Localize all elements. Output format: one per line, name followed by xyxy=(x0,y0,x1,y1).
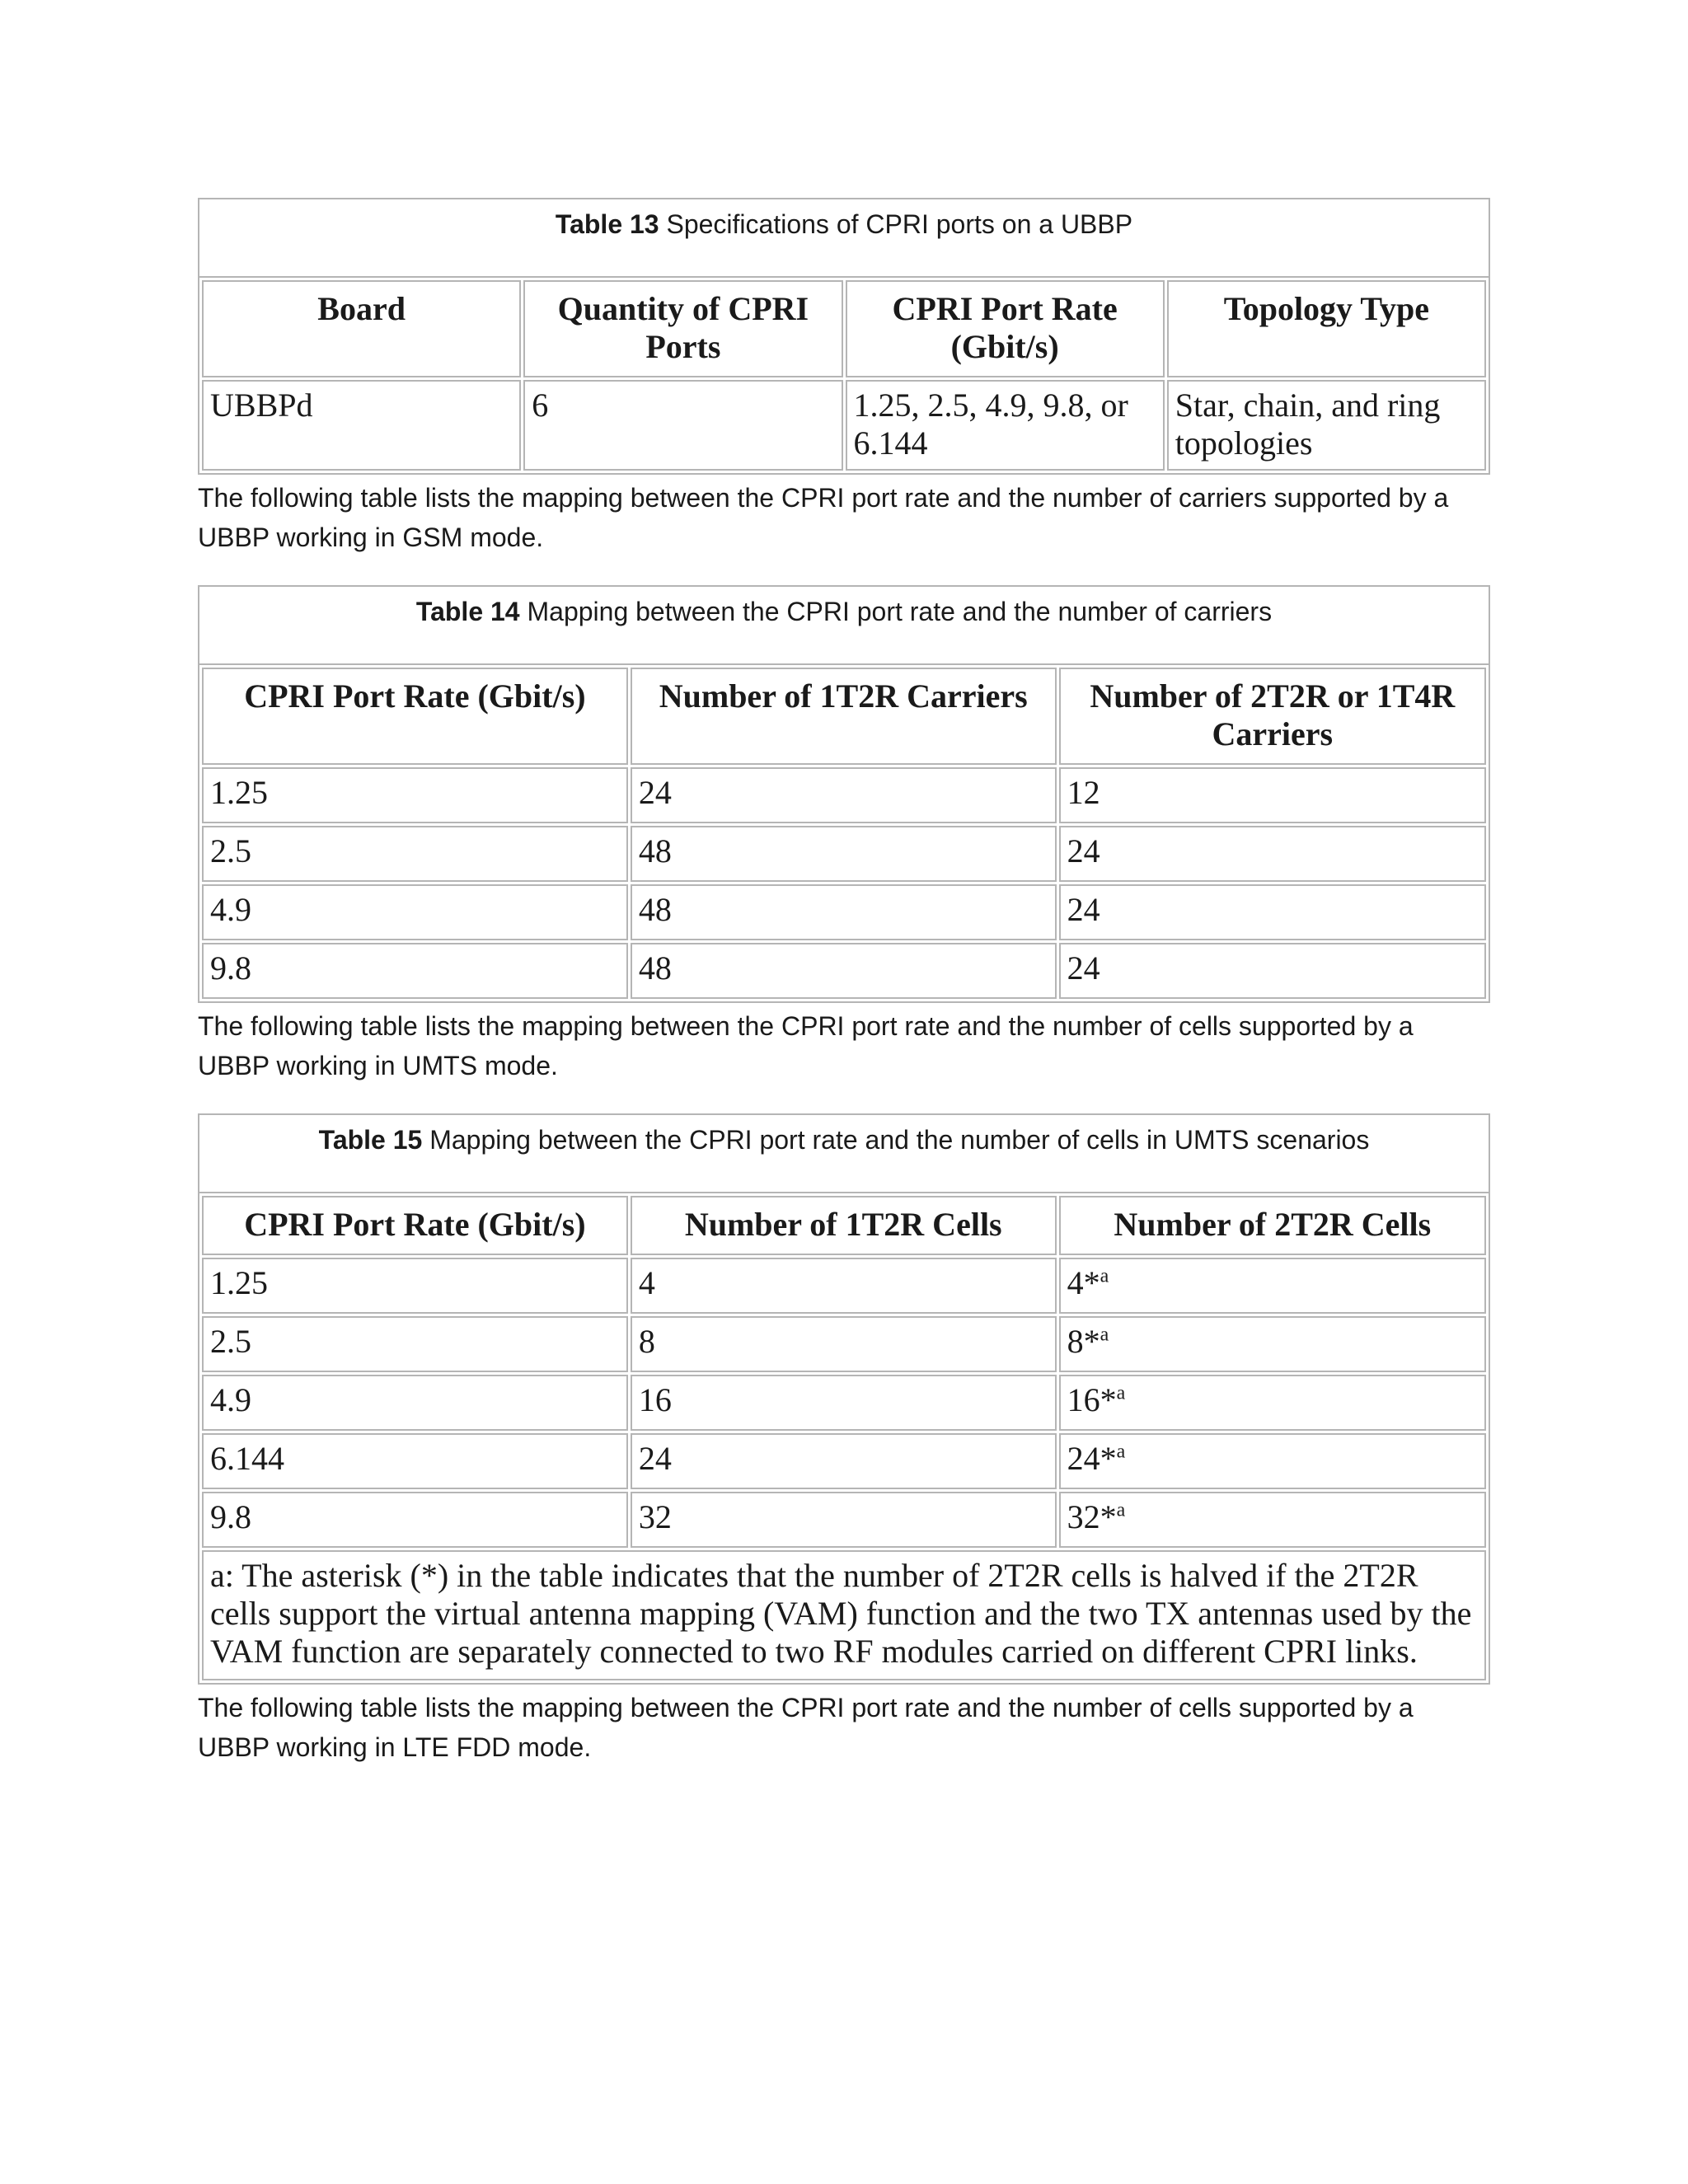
table-cell: 4.9 xyxy=(202,1375,628,1431)
footnote-marker: a xyxy=(1100,1265,1109,1287)
table-cell: 32 xyxy=(631,1492,1057,1548)
table-cell: 1.25, 2.5, 4.9, 9.8, or 6.144 xyxy=(846,380,1165,471)
header-1t2r-carriers: Number of 1T2R Carriers xyxy=(631,668,1057,765)
caption-label: Table 14 xyxy=(415,597,520,626)
table-cell: 12 xyxy=(1059,767,1486,823)
table-cell: Star, chain, and ring topologies xyxy=(1167,380,1486,471)
table-15 xyxy=(198,1113,1490,1685)
cell-value: 4* xyxy=(1067,1264,1100,1301)
table-row xyxy=(202,380,1486,471)
table-cell: 24 xyxy=(631,1433,1057,1489)
table-cell: 6.144 xyxy=(202,1433,628,1489)
table-row xyxy=(202,1258,1486,1314)
footnote-marker: a xyxy=(1116,1441,1126,1463)
table-14-caption xyxy=(198,585,1490,663)
table-cell: 24 xyxy=(1059,943,1486,999)
table-row xyxy=(202,1316,1486,1372)
header-cpri-quantity: Quantity of CPRI Ports xyxy=(523,280,842,377)
cell-value: 16* xyxy=(1067,1381,1117,1418)
table-row xyxy=(202,1375,1486,1431)
caption-label: Table 15 xyxy=(318,1125,423,1155)
header-board: Board xyxy=(202,280,521,377)
table-cell: 9.8 xyxy=(202,1492,628,1548)
table-row xyxy=(202,943,1486,999)
header-row xyxy=(202,280,1486,377)
table-cell xyxy=(1059,1433,1486,1489)
header-row xyxy=(202,1196,1486,1255)
header-1t2r-cells: Number of 1T2R Cells xyxy=(631,1196,1057,1255)
header-2t2r-cells: Number of 2T2R Cells xyxy=(1059,1196,1486,1255)
table-13 xyxy=(198,198,1490,475)
table-cell xyxy=(1059,1492,1486,1548)
table-cell: 48 xyxy=(631,943,1057,999)
table-cell: 1.25 xyxy=(202,1258,628,1314)
table-cell: 24 xyxy=(631,767,1057,823)
header-row xyxy=(202,668,1486,765)
table-note-row xyxy=(202,1550,1486,1680)
table-cell: 48 xyxy=(631,826,1057,882)
table-row xyxy=(202,767,1486,823)
table-cell xyxy=(1059,1375,1486,1431)
footnote-marker: a xyxy=(1116,1382,1126,1404)
header-2t2r-carriers: Number of 2T2R or 1T4R Carriers xyxy=(1059,668,1486,765)
table-footnote: a: The asterisk (*) in the table indicates that the number of 2T2R cells is halved if the 2T2R cells support the virtual antenna mapping (VAM) function and the two TX antennas used by the VAM function are separately connected to two RF modules carried on different CPRI links. xyxy=(202,1550,1486,1680)
table-cell: 48 xyxy=(631,884,1057,940)
gsm-intro-paragraph: The following table lists the mapping between the CPRI port rate and the number of carriers supported by a UBBP working in GSM mode. xyxy=(198,483,1449,552)
table-14 xyxy=(198,585,1490,1003)
table-cell xyxy=(1059,1316,1486,1372)
table-cell: 1.25 xyxy=(202,767,628,823)
table-cell: 2.5 xyxy=(202,826,628,882)
footnote-marker: a xyxy=(1116,1499,1126,1521)
header-cpri-rate: CPRI Port Rate (Gbit/s) xyxy=(846,280,1165,377)
caption-text: Mapping between the CPRI port rate and the number of cells in UMTS scenarios xyxy=(422,1125,1370,1155)
table-cell: 24 xyxy=(1059,826,1486,882)
table-cell: 24 xyxy=(1059,884,1486,940)
table-row xyxy=(202,826,1486,882)
table-15-caption xyxy=(198,1113,1490,1192)
table-cell: 6 xyxy=(523,380,842,471)
table-cell: 8 xyxy=(631,1316,1057,1372)
header-topology: Topology Type xyxy=(1167,280,1486,377)
table-cell: 4 xyxy=(631,1258,1057,1314)
table-row xyxy=(202,1433,1486,1489)
table-cell: UBBPd xyxy=(202,380,521,471)
umts-intro-paragraph: The following table lists the mapping between the CPRI port rate and the number of cells supported by a UBBP working in UMTS mode. xyxy=(198,1011,1414,1080)
table-cell: 9.8 xyxy=(202,943,628,999)
table-13-caption xyxy=(198,198,1490,276)
table-cell: 2.5 xyxy=(202,1316,628,1372)
caption-text: Mapping between the CPRI port rate and the number of carriers xyxy=(519,597,1273,626)
header-cpri-rate: CPRI Port Rate (Gbit/s) xyxy=(202,1196,628,1255)
header-cpri-rate: CPRI Port Rate (Gbit/s) xyxy=(202,668,628,765)
table-row xyxy=(202,1492,1486,1548)
lte-intro-paragraph: The following table lists the mapping between the CPRI port rate and the number of cells supported by a UBBP working in LTE FDD mode. xyxy=(198,1693,1414,1762)
table-cell xyxy=(1059,1258,1486,1314)
caption-label: Table 13 xyxy=(555,209,659,239)
document-page xyxy=(198,198,1490,1795)
caption-text: Specifications of CPRI ports on a UBBP xyxy=(659,209,1133,239)
table-row xyxy=(202,884,1486,940)
table-cell: 16 xyxy=(631,1375,1057,1431)
footnote-marker: a xyxy=(1100,1324,1109,1346)
table-cell: 4.9 xyxy=(202,884,628,940)
cell-value: 24* xyxy=(1067,1440,1117,1477)
cell-value: 8* xyxy=(1067,1323,1100,1360)
cell-value: 32* xyxy=(1067,1498,1117,1535)
